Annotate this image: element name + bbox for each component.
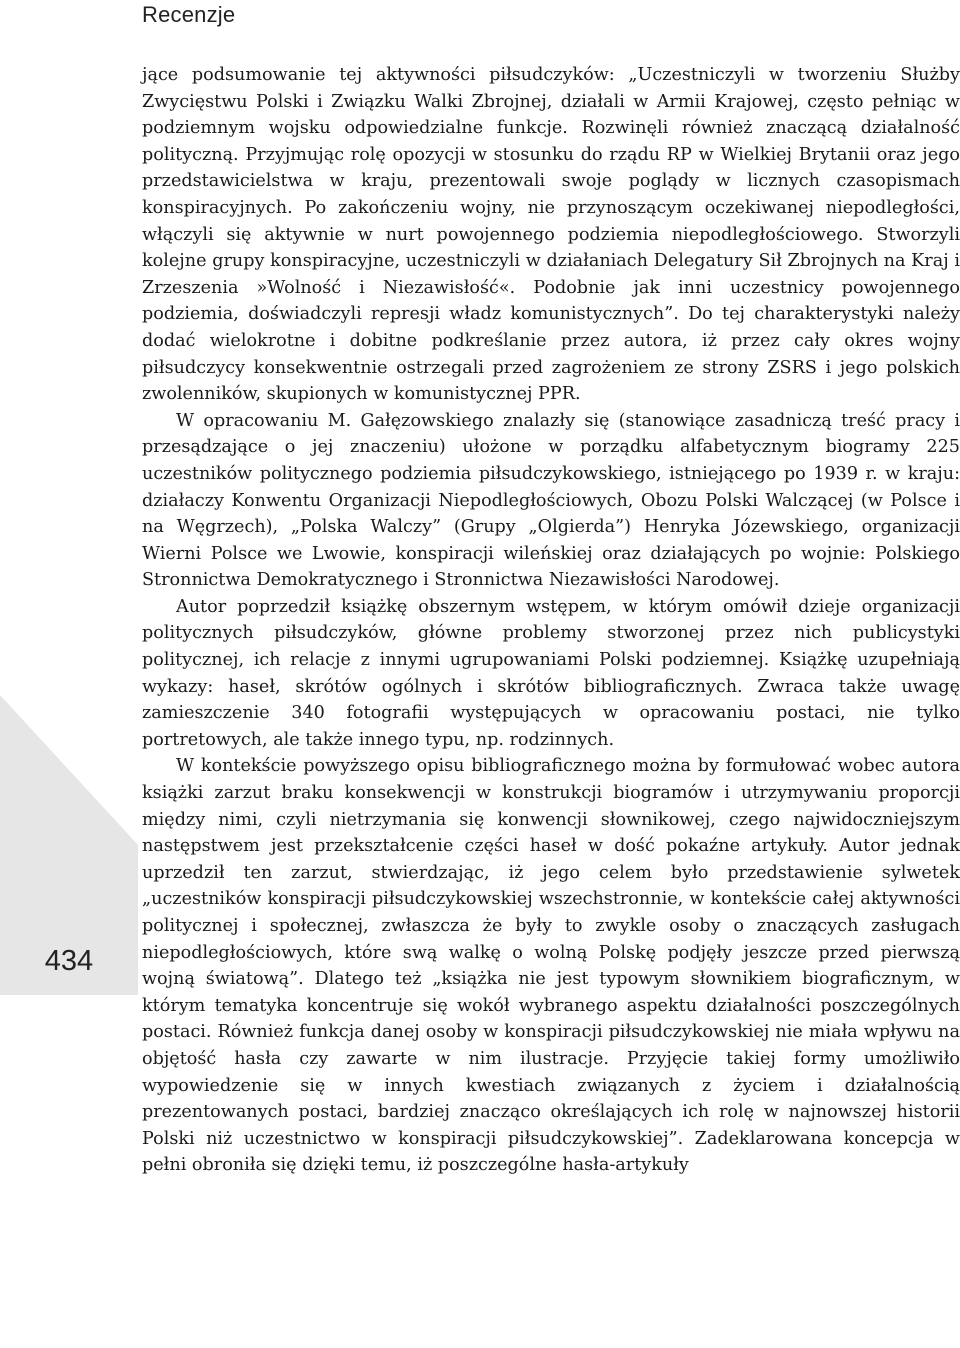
running-header: Recenzje: [142, 2, 236, 27]
paragraph: Autor poprzedził książkę obszernym wstępem, w którym omówił dzieje organizacji politycznych piłsudczyków, główne problemy stworzonej przez nich publicystyki politycznej, ich relacje z innymi ugrupowaniami Polski podziemnej. Książkę uzupełniają wykazy: haseł, skrótów ogólnych i skrótów bibliograficznych. Zwraca także uwagę zamieszczenie 340 fotografii występujących w opracowaniu postaci, nie tylko portretowych, ale także innego typu, np. rodzinnych.: [142, 596, 960, 750]
page-number: 434: [44, 945, 94, 977]
article-body: [142, 62, 960, 1179]
paragraph: W kontekście powyższego opisu bibliograficznego można by formułować wobec autora książki zarzut braku konsekwencji w konstrukcji biogramów i utrzymywaniu proporcji między nimi, czyli nietrzymania się konwencji słownikowej, czego najwidoczniejszym następstwem jest przekształcenie części haseł w dość pokaźne artykuły. Autor jednak uprzedził ten zarzut, stwierdzając, iż jego celem było przedstawienie sylwetek „uczestników konspiracji piłsudczykowskiej wszechstronnie, w kontekście całej aktywności politycznej i społecznej, zwłaszcza że były to zwykle osoby o znaczących zasługach niepodległościowych, które swą walkę o wolną Polskę podjęły jeszcze przed pierwszą wojną światową”. Dlatego też „książka nie jest typowym słownikiem biograficznym, w którym tematyka koncentruje się wokół wybranego aspektu działalności poszczególnych postaci. Również funkcja danej osoby w konspiracji piłsudczykowskiej nie miała wpływu na objętość hasła czy zawarte w nim ilustracje. Przyjęcie takiej formy umożliwiło wypowiedzenie się w innych kwestiach związanych z życiem i działalnością prezentowanych postaci, bardziej znacząco określających ich rolę w najnowszej historii Polski niż uczestnictwo w konspiracji piłsudczykowskiej”. Zadeklarowana koncepcja w pełni obroniła się dzięki temu, iż poszczególne hasła-artykuły: [142, 756, 960, 1176]
paragraph: W opracowaniu M. Gałęzowskiego znalazły się (stanowiące zasadniczą treść pracy i przesądzające o jej znaczeniu) ułożone w porządku alfabetycznym biogramy 225 uczestników politycznego podziemia piłsudczykowskiego, istniejącego po 1939 r. w kraju: działaczy Konwentu Organizacji Niepodległościowych, Obozu Polski Walczącej (w Polsce i na Węgrzech), „Polska Walczy” (Grupy „Olgierda”) Henryka Józewskiego, organizacji Wierni Polsce we Lwowie, konspiracji wileńskiej oraz działających po wojnie: Polskiego Stronnictwa Demokratycznego i Stronnictwa Niezawisłości Narodowej.: [142, 410, 960, 591]
paragraph: jące podsumowanie tej aktywności piłsudczyków: „Uczestniczyli w tworzeniu Służby Zwycięstwu Polski i Związku Walki Zbrojnej, działali w Armii Krajowej, często pełniąc w podziemnym wojsku odpowiedzialne funkcje. Rozwinęli również znaczącą działalność polityczną. Przyjmując rolę opozycji w stosunku do rządu RP w Wielkiej Brytanii oraz jego przedstawicielstwa w kraju, prezentowali swoje poglądy w licznych czasopismach konspiracyjnych. Po zakończeniu wojny, nie przynoszącym oczekiwanej niepodległości, włączyli się aktywnie w nurt powojennego podziemia niepodległościowego. Stworzyli kolejne grupy konspiracyjne, uczestniczyli w działaniach Delegatury Sił Zbrojnych na Kraj i Zrzeszenia »Wolność i Niezawisłość«. Podobnie jak inni uczestnicy powojennego podziemia, doświadczyli represji władz komunistycznych”. Do tej charakterystyki należy dodać wielokrotne i dobitne podkreślanie przez autora, iż przez cały okres wojny piłsudczycy konsekwentnie ostrzegali przed zagrożeniem ze strony ZSRS i jego polskich zwolenników, skupionych w komunistycznej PPR.: [142, 65, 960, 405]
